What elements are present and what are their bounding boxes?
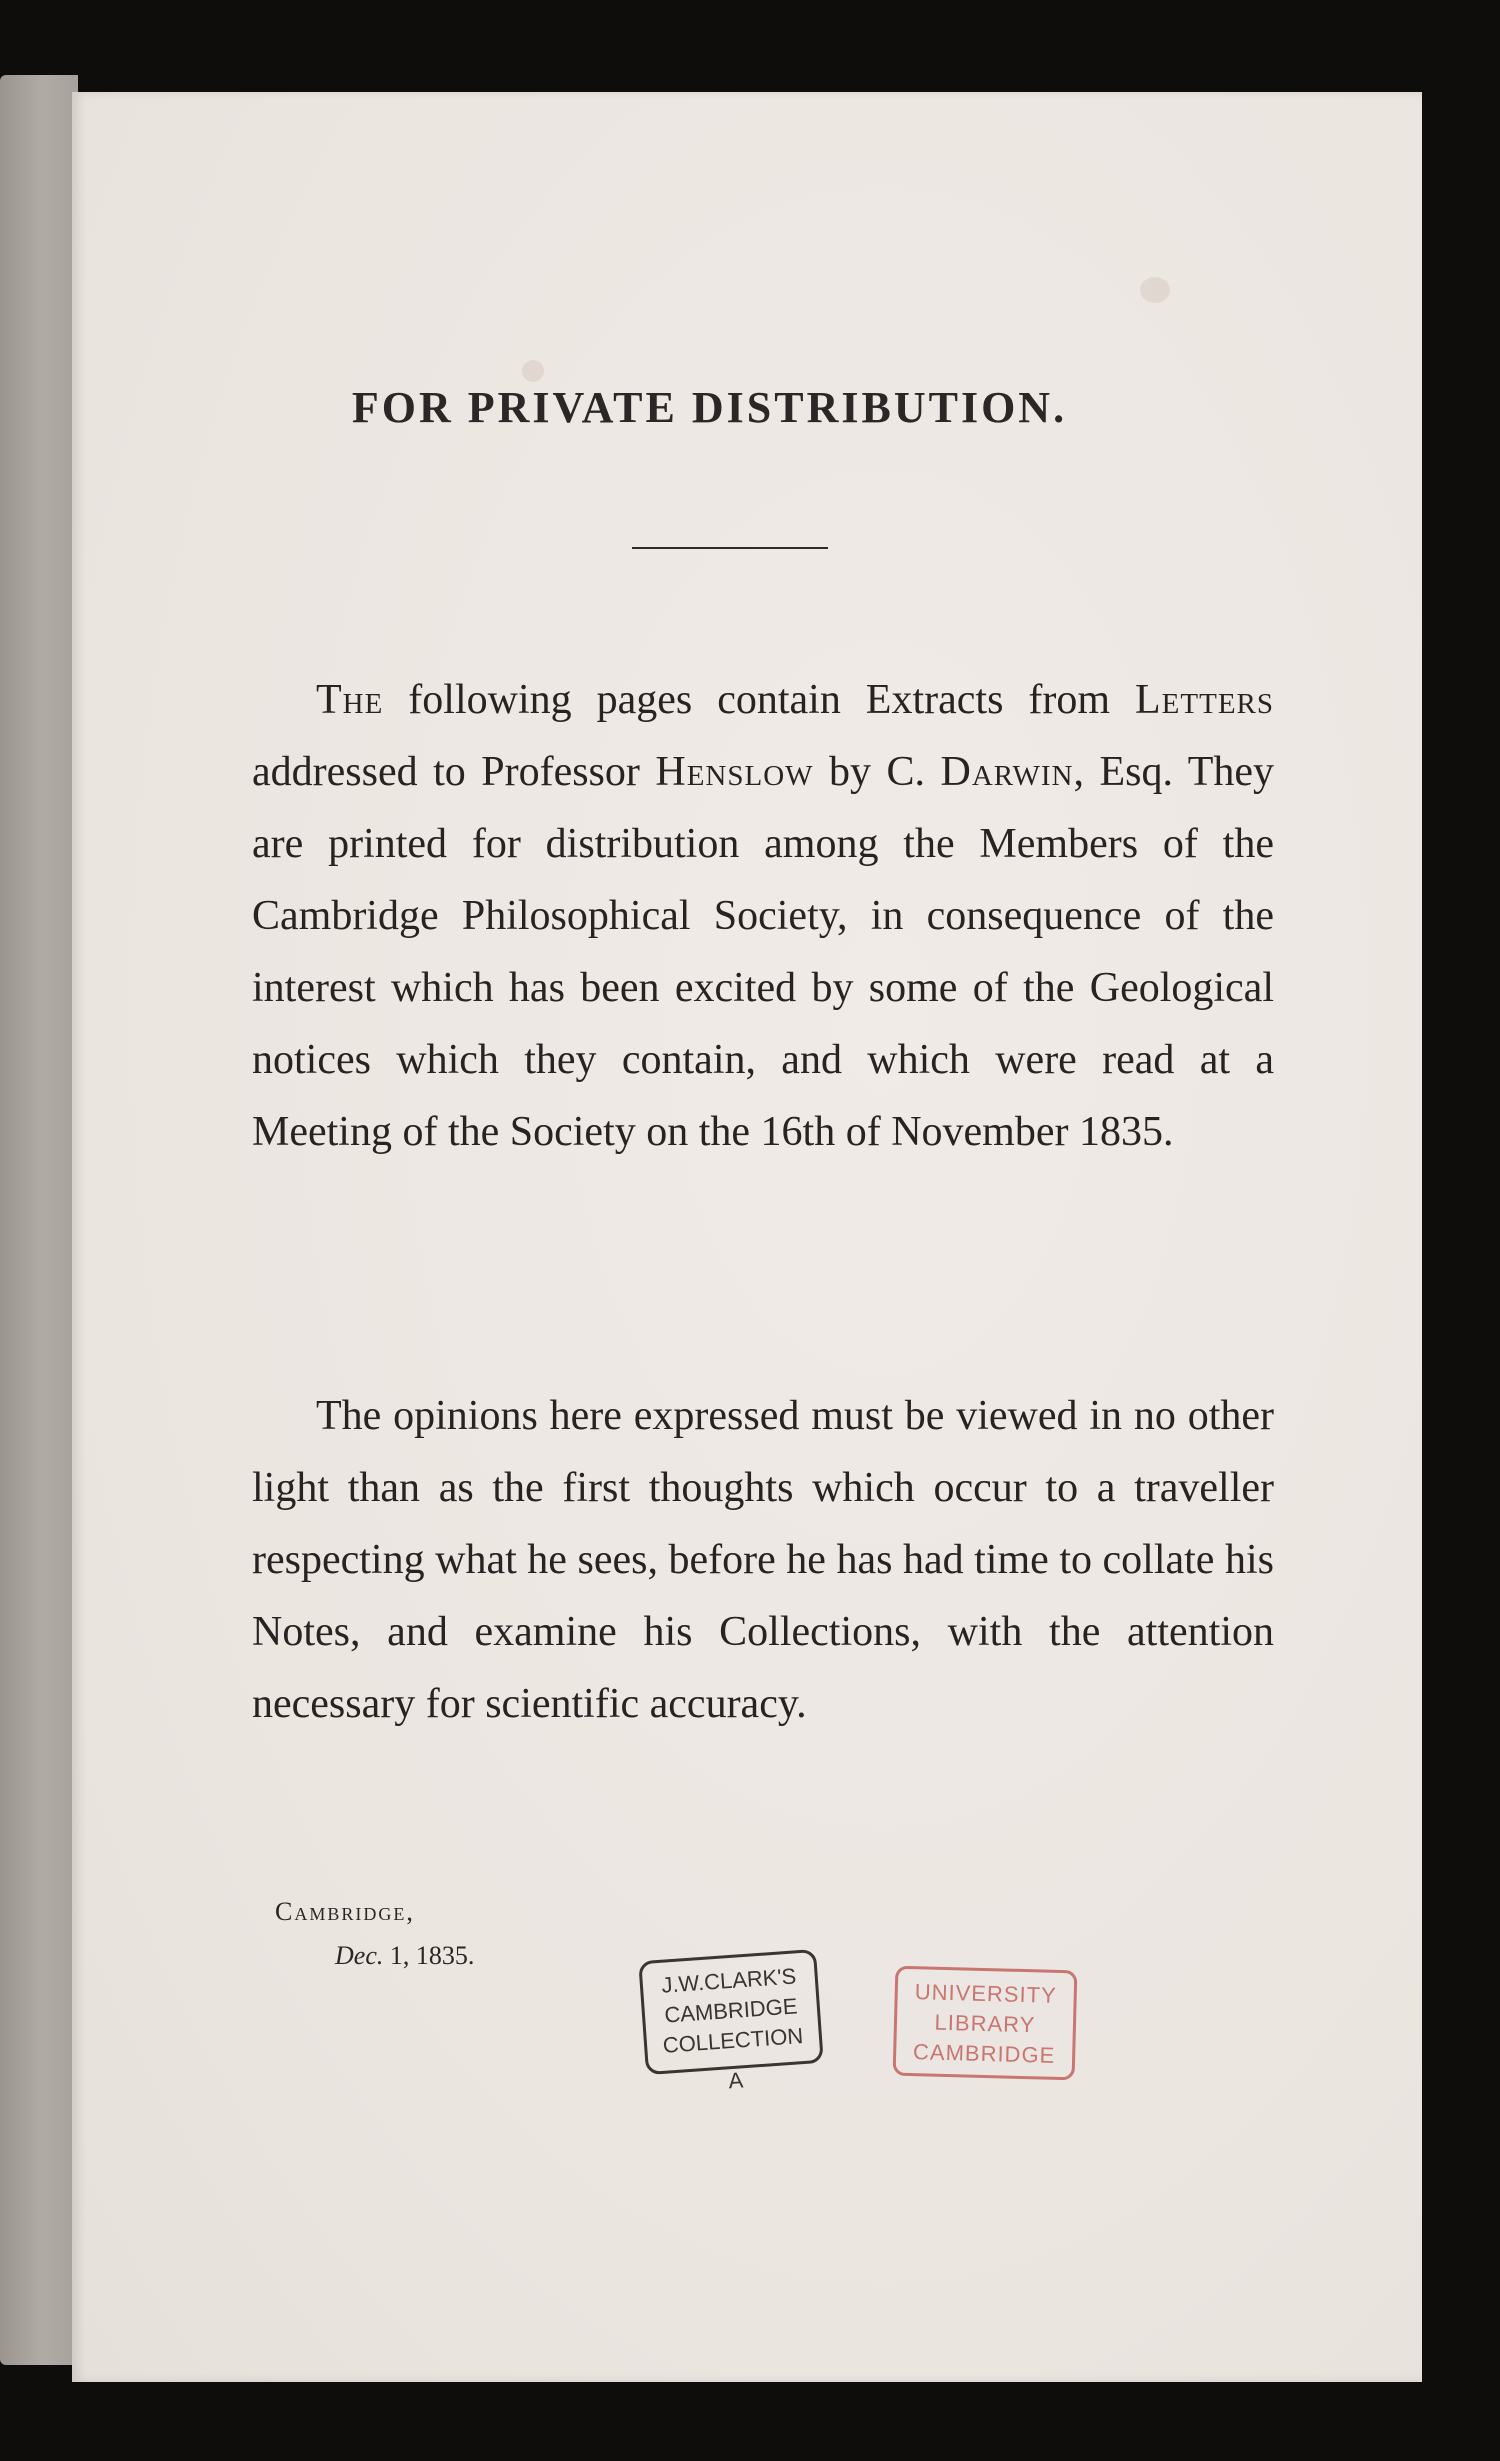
text-run: by C. <box>813 749 941 795</box>
stamp-line: LIBRARY <box>934 2009 1036 2038</box>
text-run: , Esq. They are printed for distribution among the Members of the Cambridge Philosophical Society, in consequence of the interest which has been excited by some of the Geological notices which they contain, and which were read at a Meeting of the Society on the 16th of November 1835. <box>252 749 1275 1155</box>
date-rest: 1, 1835. <box>383 1941 475 1970</box>
henslow-name: Henslow <box>655 749 814 795</box>
book-page <box>72 92 1422 2382</box>
letters-term: Letters <box>1135 677 1274 723</box>
stamp-line: J.W.CLARK'S <box>660 1963 798 1998</box>
caveat-paragraph: The opinions here expressed must be viewed in no other light than as the first thoughts which occur to a traveller respecting what he sees, before he has had time to collate his Notes, and examine his Collections, with the attention necessary for scientific accuracy. <box>252 1393 1274 1727</box>
stamp-line: CAMBRIDGE <box>663 1993 799 2028</box>
text-run: following pages contain Extracts from <box>383 677 1136 723</box>
text-run: addressed to Professor <box>252 749 656 795</box>
divider-rule <box>632 547 828 549</box>
stamp-line: UNIVERSITY <box>914 1979 1058 2008</box>
foxing-spot <box>1140 277 1170 303</box>
intro-paragraph <box>252 664 1274 1168</box>
signature-place: Cambridge, <box>275 1897 415 1926</box>
page-heading: FOR PRIVATE DISTRIBUTION. <box>351 383 1068 432</box>
darwin-name: Darwin <box>940 749 1074 795</box>
clark-collection-stamp <box>638 1949 824 2094</box>
foxing-spot <box>522 360 544 382</box>
opening-word: The <box>316 677 384 723</box>
signature-block <box>275 1897 474 1971</box>
date-month: Dec. <box>335 1941 384 1970</box>
signature-date <box>335 1941 474 1971</box>
stamp-line: COLLECTION <box>661 2023 804 2058</box>
stamp-line: CAMBRIDGE <box>912 2039 1056 2068</box>
book-edge <box>0 75 78 2365</box>
stamp-suffix: A <box>727 2067 744 2094</box>
university-library-stamp <box>893 1966 1078 2081</box>
